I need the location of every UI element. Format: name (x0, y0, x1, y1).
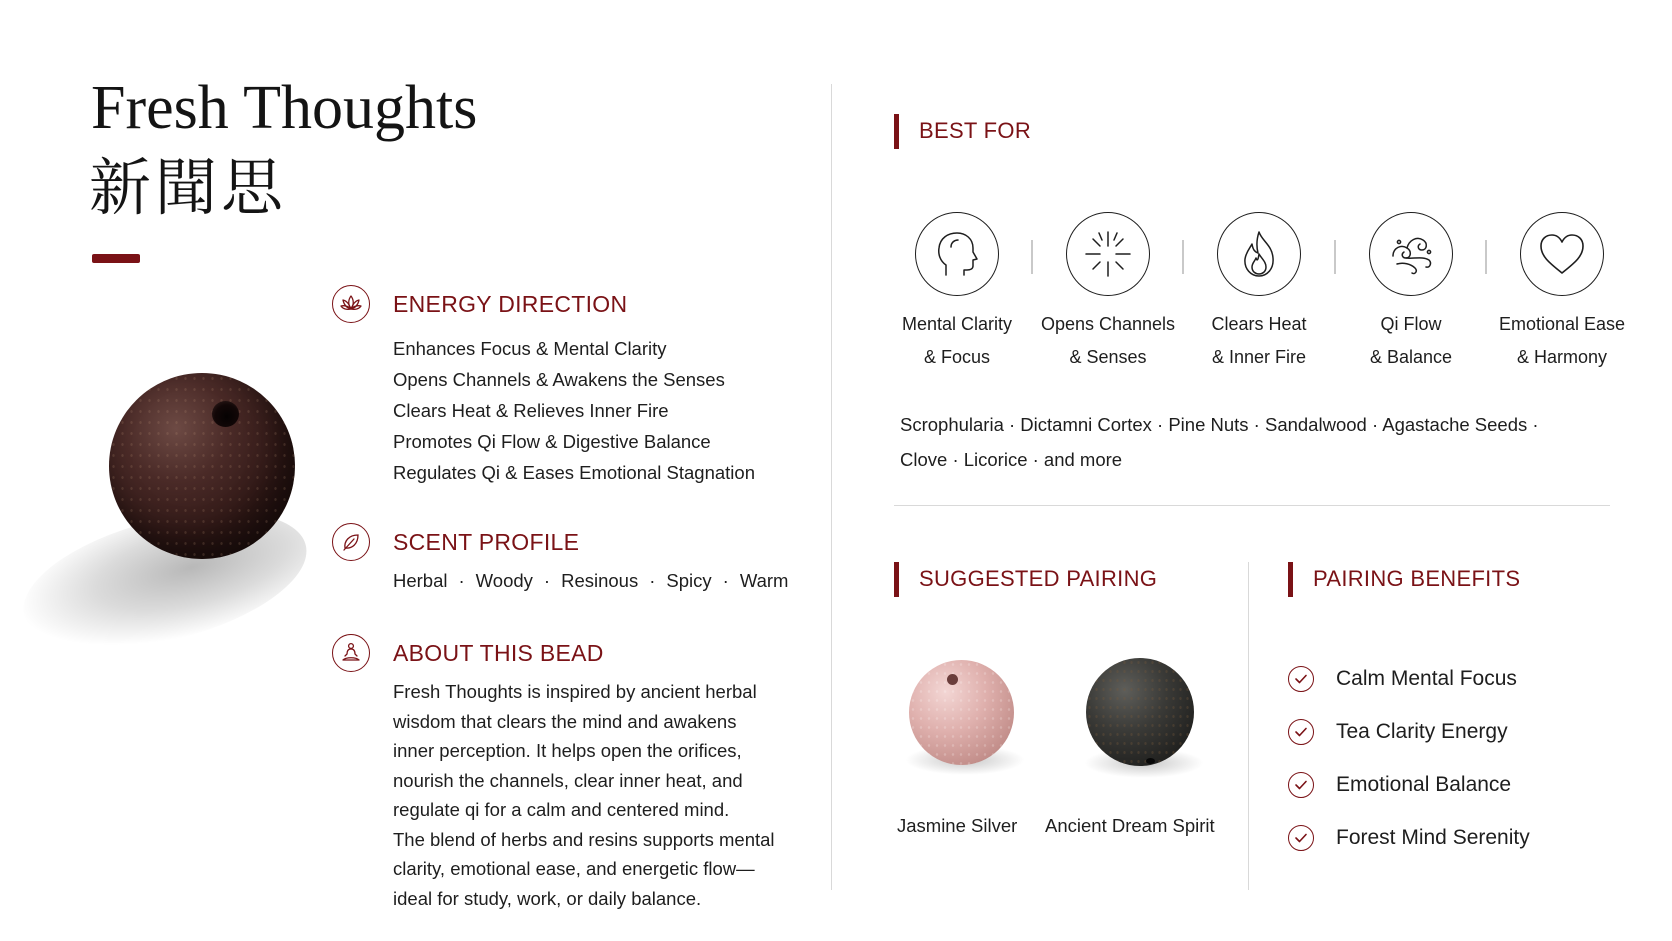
benefit-label: Calm Mental Focus (1336, 667, 1517, 690)
best-for-label (1487, 308, 1637, 374)
checkmark-icon (1288, 825, 1314, 851)
best-for-label-line: Opens Channels (1040, 314, 1176, 334)
benefit-label: Tea Clarity Energy (1336, 720, 1508, 743)
best-for-label-line: Qi Flow (1380, 314, 1442, 334)
heart-icon (1520, 212, 1604, 296)
scent-notes (393, 570, 788, 592)
about-bead-heading: ABOUT THIS BEAD (393, 640, 604, 666)
checkmark-icon (1288, 719, 1314, 745)
checkmark-icon (1288, 772, 1314, 798)
pairing-benefits-heading: PAIRING BENEFITS (1313, 566, 1521, 591)
best-for-item (1487, 212, 1637, 374)
checkmark-icon (1288, 666, 1314, 692)
best-for-item (1336, 212, 1486, 374)
bead-hole (947, 674, 958, 685)
head-profile-icon (915, 212, 999, 296)
bead-hole (1146, 758, 1155, 764)
best-for-label-line: & Focus (923, 347, 991, 367)
energy-direction-heading: ENERGY DIRECTION (393, 291, 628, 317)
benefit-item (1288, 719, 1508, 745)
about-line: Fresh Thoughts is inspired by ancient herbal (393, 681, 757, 702)
best-for-label (1184, 308, 1334, 374)
benefit-label: Forest Mind Serenity (1336, 826, 1530, 849)
sparkle-burst-icon (1066, 212, 1150, 296)
best-for-label (1336, 308, 1486, 374)
energy-line: Opens Channels & Awakens the Senses (393, 369, 725, 390)
best-for-label (882, 308, 1032, 374)
pairing-bead-label: Jasmine Silver (897, 815, 1018, 836)
benefit-item (1288, 772, 1511, 798)
bead-hole (212, 401, 239, 427)
energy-line: Clears Heat & Relieves Inner Fire (393, 400, 669, 421)
about-bead-text (393, 677, 793, 913)
best-for-item (882, 212, 1032, 374)
product-bead-image (109, 373, 295, 559)
about-line: clarity, emotional ease, and energetic flow— (393, 858, 755, 879)
about-line: regulate qi for a calm and centered mind. (393, 799, 730, 820)
best-for-label-line: & Balance (1369, 347, 1453, 367)
scent-separator: · (722, 570, 729, 591)
about-line: nourish the channels, clear inner heat, and (393, 769, 743, 791)
scent-note: Woody (475, 570, 533, 591)
energy-line: Enhances Focus & Mental Clarity (393, 338, 667, 359)
pairing-benefits-accent-bar (1288, 562, 1293, 597)
best-for-item (1033, 212, 1183, 374)
best-for-accent-bar (894, 114, 899, 149)
best-for-label-line: Mental Clarity (901, 314, 1013, 334)
pairing-bead-ancient-dream-spirit (1086, 658, 1194, 766)
section-divider (894, 505, 1610, 506)
best-for-item (1184, 212, 1334, 374)
pairing-divider (1248, 562, 1249, 890)
best-for-label-line: Clears Heat (1211, 314, 1307, 334)
ingredients-line: Clove · Licorice · and more (900, 449, 1123, 470)
title-accent-rule (92, 254, 140, 263)
scent-note: Resinous (561, 570, 639, 591)
best-for-label (1033, 308, 1183, 374)
scent-profile-heading: SCENT PROFILE (393, 529, 580, 555)
about-line: ideal for study, work, or daily balance. (393, 887, 702, 909)
scent-note: Warm (739, 570, 789, 591)
scent-note: Spicy (666, 570, 712, 591)
leaf-icon (332, 523, 370, 561)
meditation-icon (332, 634, 370, 672)
best-for-label-line: & Senses (1069, 347, 1147, 367)
pairing-bead-label: Ancient Dream Spirit (1045, 815, 1215, 836)
scent-note: Herbal (393, 570, 448, 591)
benefit-label: Emotional Balance (1336, 773, 1512, 796)
lotus-icon (332, 285, 370, 323)
best-for-heading: BEST FOR (919, 118, 1032, 143)
flame-icon (1217, 212, 1301, 296)
product-title-chinese: 新聞思 (89, 151, 288, 224)
about-line: wisdom that clears the mind and awakens (393, 710, 737, 732)
column-divider (831, 84, 832, 890)
scent-separator: · (543, 570, 551, 591)
benefit-item (1288, 825, 1530, 851)
energy-line: Promotes Qi Flow & Digestive Balance (393, 431, 711, 452)
suggested-pairing-heading: SUGGESTED PAIRING (919, 566, 1158, 591)
energy-line: Regulates Qi & Eases Emotional Stagnation (393, 462, 755, 483)
suggested-pairing-accent-bar (894, 562, 899, 597)
best-for-label-line: Emotional Ease (1498, 314, 1626, 334)
benefit-item (1288, 666, 1517, 692)
ingredients-line: Scrophularia · Dictamni Cortex · Pine Nuts · Sandalwood · Agastache Seeds · (900, 414, 1539, 435)
scent-separator: · (458, 570, 465, 591)
product-title: Fresh Thoughts (91, 74, 478, 142)
best-for-label-line: & Inner Fire (1211, 347, 1307, 367)
best-for-label-line: & Harmony (1516, 347, 1608, 367)
scent-separator: · (649, 570, 656, 591)
about-line: inner perception. It helps open the orifices, (393, 740, 742, 761)
pairing-bead-jasmine-silver (909, 660, 1014, 765)
swirl-flow-icon (1369, 212, 1453, 296)
about-line: The blend of herbs and resins supports mental (393, 828, 775, 850)
